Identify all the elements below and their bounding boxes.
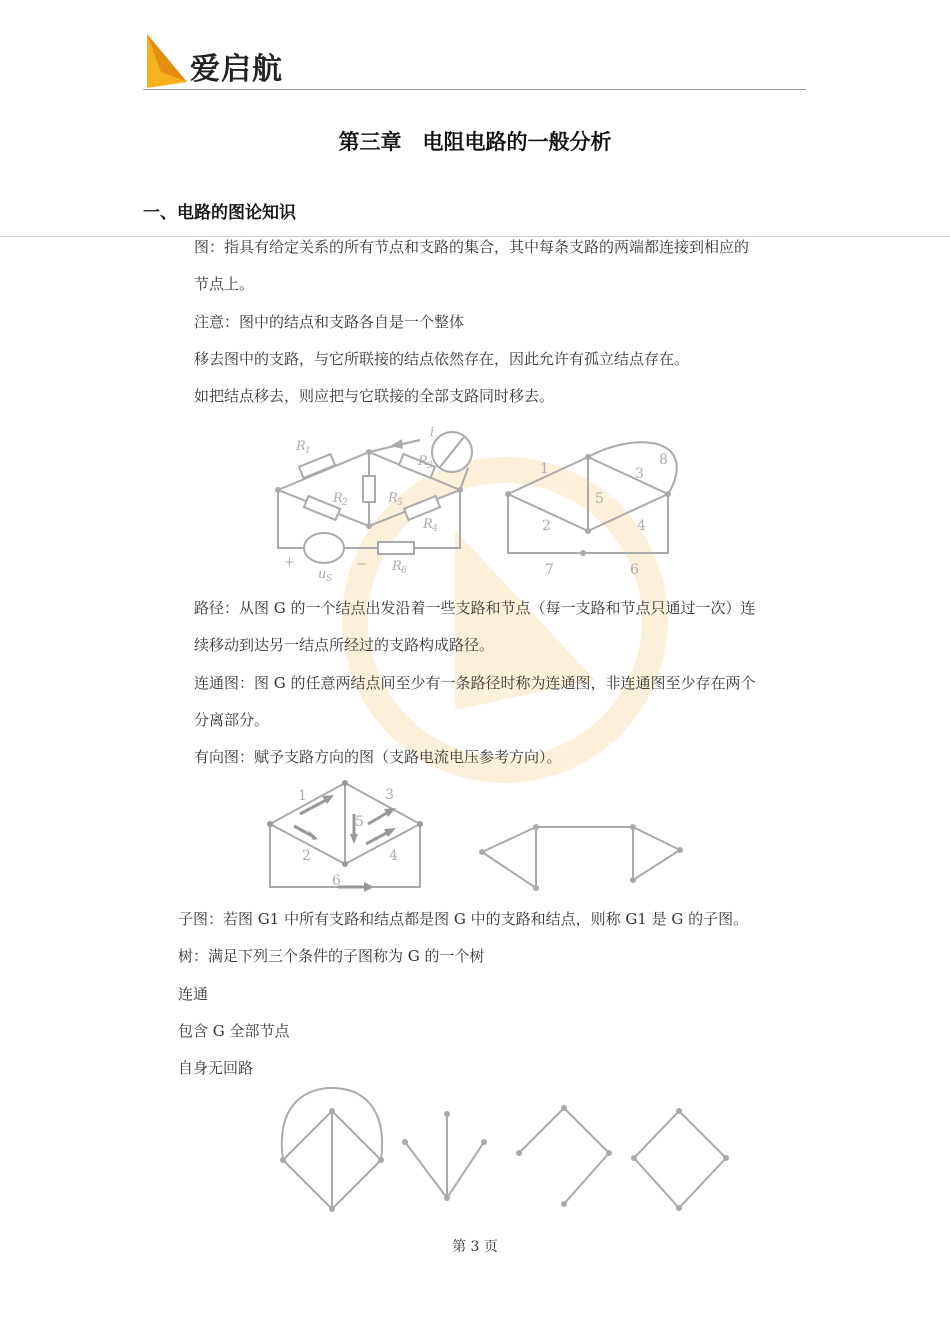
- graph-branch-3: 3: [635, 466, 644, 482]
- page-number: 第 3 页: [452, 1239, 498, 1255]
- label-r6-sub: 6: [401, 566, 407, 576]
- paragraph-connected-def-cont: 分离部分。: [194, 711, 270, 729]
- digraph-branch-1: 1: [298, 788, 307, 804]
- label-r3: R: [418, 454, 428, 469]
- digraph-branch-2: 2: [302, 848, 311, 864]
- label-r2-sub: 2: [342, 498, 348, 508]
- chapter-title: 第三章 电阻电路的一般分析: [338, 130, 612, 154]
- paragraph-connected-def: 连通图：图 G 的任意两结点间至少有一条路径时称为连通图，非连通图至少存在两个: [194, 674, 756, 692]
- graph-branch-7: 7: [545, 562, 554, 578]
- graph-branch-5: 5: [595, 491, 604, 507]
- paragraph-graph-def: 图：指具有给定关系的所有节点和支路的集合，其中每条支路的两端都连接到相应的: [194, 238, 750, 256]
- directed-graph-diagram: [260, 780, 430, 892]
- header-rule: [143, 89, 806, 90]
- separated-graph-diagram: [475, 815, 690, 897]
- label-r4: R: [423, 517, 433, 532]
- label-current: i: [430, 425, 435, 440]
- paragraph-tree-cond-1: 连通: [178, 985, 209, 1003]
- tree-examples-diagram: [270, 1080, 740, 1220]
- graph-branch-2: 2: [542, 518, 551, 534]
- label-plus: +: [284, 555, 295, 570]
- label-r6: R: [392, 559, 402, 574]
- label-r5: R: [388, 491, 398, 506]
- paragraph-remove-node: 如把结点移去，则应把与它联接的全部支路同时移去。: [194, 387, 555, 405]
- paragraph-path-def: 路径：从图 G 的一个结点出发沿着一些支路和节点（每一支路和节点只通过一次）连: [194, 599, 756, 617]
- label-r5-sub: 5: [397, 498, 403, 508]
- paragraph-directed-def: 有向图：赋予支路方向的图（支路电流电压参考方向）。: [194, 748, 562, 766]
- label-source: u: [318, 567, 327, 582]
- label-minus: −: [356, 557, 367, 572]
- graph-branch-1: 1: [540, 461, 549, 477]
- paragraph-graph-def-cont: 节点上。: [194, 275, 255, 293]
- digraph-branch-6: 6: [332, 873, 341, 889]
- label-r3-sub: 3: [427, 461, 433, 471]
- graph-branch-8: 8: [659, 452, 668, 468]
- graph-branch-4: 4: [637, 518, 646, 534]
- logo-text: 爱启航: [190, 52, 283, 87]
- paragraph-subgraph-def: 子图：若图 G1 中所有支路和结点都是图 G 中的支路和结点，则称 G1 是 G 的子图。: [178, 910, 749, 928]
- paragraph-note: 注意：图中的结点和支路各自是一个整体: [194, 313, 465, 331]
- paragraph-tree-cond-3: 自身无回路: [178, 1059, 254, 1077]
- label-r4-sub: 4: [432, 524, 438, 534]
- paragraph-tree-cond-2: 包含 G 全部节点: [178, 1022, 290, 1040]
- graph-diagram: [498, 435, 688, 580]
- section-title: 一、电路的图论知识: [143, 203, 296, 223]
- label-r1: R: [296, 439, 306, 454]
- digraph-branch-5: 5: [355, 814, 364, 830]
- label-r1-sub: 1: [305, 446, 311, 456]
- digraph-branch-3: 3: [385, 787, 394, 803]
- circuit-diagram: [270, 420, 490, 585]
- graph-branch-6: 6: [630, 562, 639, 578]
- paragraph-tree-def: 树：满足下列三个条件的子图称为 G 的一个树: [178, 947, 485, 965]
- label-r2: R: [333, 491, 343, 506]
- digraph-branch-4: 4: [389, 848, 398, 864]
- label-source-sub: S: [326, 574, 333, 584]
- paragraph-remove-branch: 移去图中的支路，与它所联接的结点依然存在，因此允许有孤立结点存在。: [194, 350, 690, 368]
- paragraph-path-def-cont: 续移动到达另一结点所经过的支路构成路径。: [194, 636, 495, 654]
